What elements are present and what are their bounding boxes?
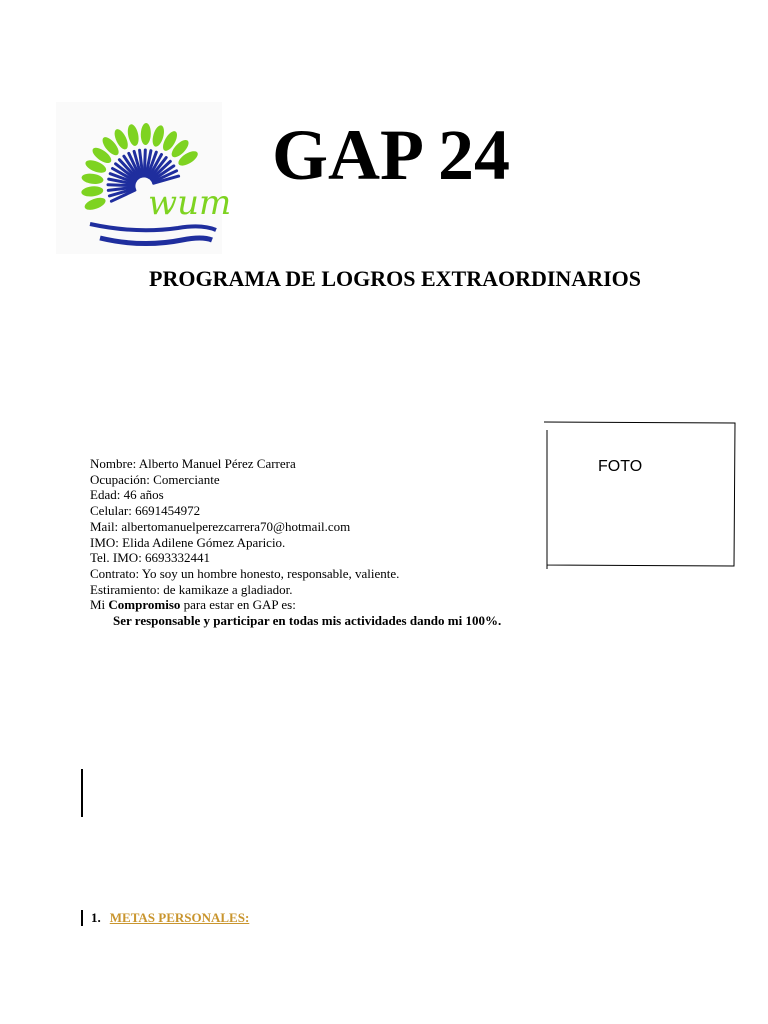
photo-frame	[543, 420, 737, 570]
section-label: METAS PERSONALES:	[109, 910, 250, 925]
profile-info	[90, 456, 501, 629]
profile-name: Nombre: Alberto Manuel Pérez Carrera	[90, 456, 296, 471]
logo	[56, 102, 232, 254]
profile-imo: IMO: Elida Adilene Gómez Aparicio.	[90, 534, 286, 550]
page-title: GAP 24	[272, 115, 511, 195]
commitment-heading	[90, 597, 501, 613]
profile-age: Edad: 46 años	[90, 487, 164, 503]
text-cursor	[81, 769, 83, 817]
profile-occupation: Ocupación: Comerciante	[90, 471, 220, 487]
page-subtitle: PROGRAMA DE LOGROS EXTRAORDINARIOS	[149, 266, 641, 291]
commitment-text: Ser responsable y participar en todas mis actividades dando mi 100%.	[113, 613, 502, 629]
commitment-suffix: para estar en GAP es:	[180, 597, 296, 613]
commitment-keyword: Compromiso	[108, 597, 181, 613]
profile-contract: Contrato: Yo soy un hombre honesto, responsable, valiente.	[90, 565, 400, 581]
profile-email: Mail: albertomanuelperezcarrera70@hotmail.com	[90, 518, 351, 534]
section-heading	[91, 910, 249, 926]
section-number: 1.	[91, 910, 101, 925]
logo-text: wum	[148, 183, 232, 223]
commitment-prefix: Mi	[90, 597, 109, 613]
profile-phone: Celular: 6691454972	[90, 503, 201, 519]
photo-label: FOTO	[598, 458, 643, 475]
profile-stretch: Estiramiento: de kamikaze a gladiador.	[90, 581, 293, 597]
logo-graphic	[56, 102, 232, 254]
change-bar	[81, 910, 83, 926]
profile-imo-phone: Tel. IMO: 6693332441	[90, 550, 211, 566]
